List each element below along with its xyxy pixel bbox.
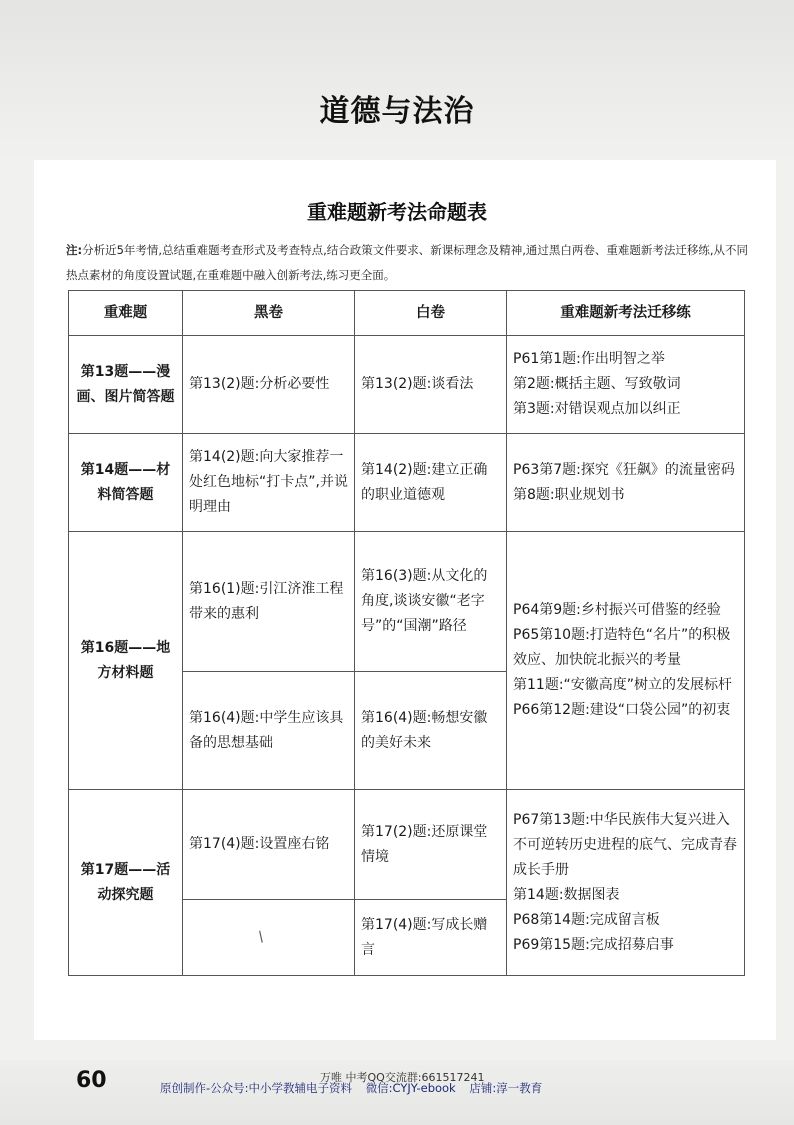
note-label: 注: — [66, 243, 83, 257]
white-paper-cell: 第16(3)题:从文化的角度,谈谈安徽“老字号”的“国潮”路径 — [355, 532, 507, 672]
category-cell: 第14题——材料简答题 — [69, 434, 183, 532]
category-cell: 第17题——活动探究题 — [69, 790, 183, 976]
practice-item: P64第9题:乡村振兴可借鉴的经验 — [513, 602, 721, 618]
page-number: 60 — [76, 1068, 107, 1093]
footer-wechat: 微信:CYJY-ebook — [365, 1081, 456, 1095]
black-paper-cell — [183, 900, 355, 976]
question-table — [68, 290, 745, 976]
practice-cell — [507, 434, 745, 532]
practice-item: 第11题:“安徽高度”树立的发展标杆 — [513, 677, 733, 693]
practice-item: 第3题:对错误观点加以纠正 — [513, 401, 681, 417]
footer-credit-text: 原创制作-公众号:中小学教辅电子资料 — [160, 1081, 353, 1095]
note-text: 分析近5年考情,总结重难题考查形式及考查特点,结合政策文件要求、新课标理念及精神,通过黑白两卷、重难题新考法迁移练,从不同热点素材的角度设置试题,在重难题中融入创新考法,练习更全面。 — [66, 243, 749, 282]
table-header-row — [69, 291, 745, 336]
category-cell: 第13题——漫画、图片简答题 — [69, 336, 183, 434]
page-header-band — [0, 0, 794, 160]
practice-item: 第8题:职业规划书 — [513, 486, 625, 503]
practice-item: 第2题:概括主题、写致敬词 — [513, 376, 681, 392]
table-note — [66, 238, 756, 288]
footer-shop: 店铺:淳一教育 — [469, 1081, 543, 1095]
black-paper-cell: 第16(4)题:中学生应该具备的思想基础 — [183, 672, 355, 790]
header-cell: 白卷 — [355, 291, 507, 336]
practice-item: P63第7题:探究《狂飙》的流量密码 — [513, 461, 735, 478]
header-cell: 重难题 — [69, 291, 183, 336]
practice-item: P65第10题:打造特色“名片”的积极效应、加快皖北振兴的考量 — [513, 627, 731, 668]
table-row — [69, 336, 745, 434]
practice-item: 第14题:数据图表 — [513, 886, 620, 903]
table-row — [69, 532, 745, 672]
header-cell: 黑卷 — [183, 291, 355, 336]
white-paper-cell: 第13(2)题:谈看法 — [355, 336, 507, 434]
page-title: 道德与法治 — [319, 94, 475, 129]
white-paper-cell: 第17(2)题:还原课堂情境 — [355, 790, 507, 900]
footer-credit — [160, 1080, 760, 1096]
white-paper-cell: 第17(4)题:写成长赠言 — [355, 900, 507, 976]
footer-watermark: 万唯 中考QQ交流群:661517241 — [320, 1071, 485, 1084]
practice-item: P66第12题:建设“口袋公园”的初衷 — [513, 702, 731, 718]
table-row — [69, 434, 745, 532]
practice-item: P68第14题:完成留言板 — [513, 911, 660, 928]
empty-mark: / — [255, 928, 268, 946]
practice-cell — [507, 336, 745, 434]
black-paper-cell: 第13(2)题:分析必要性 — [183, 336, 355, 434]
header-cell: 重难题新考法迁移练 — [507, 291, 745, 336]
white-paper-cell: 第16(4)题:畅想安徽的美好未来 — [355, 672, 507, 790]
black-paper-cell: 第17(4)题:设置座右铭 — [183, 790, 355, 900]
practice-item: P61第1题:作出明智之举 — [513, 351, 665, 367]
practice-item: P67第13题:中华民族伟大复兴进入不可逆转历史进程的底气、完成青春成长手册 — [513, 811, 737, 878]
practice-cell — [507, 790, 745, 976]
practice-item: P69第15题:完成招募启事 — [513, 936, 674, 953]
black-paper-cell: 第16(1)题:引江济淮工程带来的惠利 — [183, 532, 355, 672]
black-paper-cell: 第14(2)题:向大家推荐一处红色地标“打卡点”,并说明理由 — [183, 434, 355, 532]
category-cell: 第16题——地方材料题 — [69, 532, 183, 790]
table-title: 重难题新考法命题表 — [307, 200, 487, 224]
practice-cell — [507, 532, 745, 790]
white-paper-cell: 第14(2)题:建立正确的职业道德观 — [355, 434, 507, 532]
table-row — [69, 790, 745, 900]
